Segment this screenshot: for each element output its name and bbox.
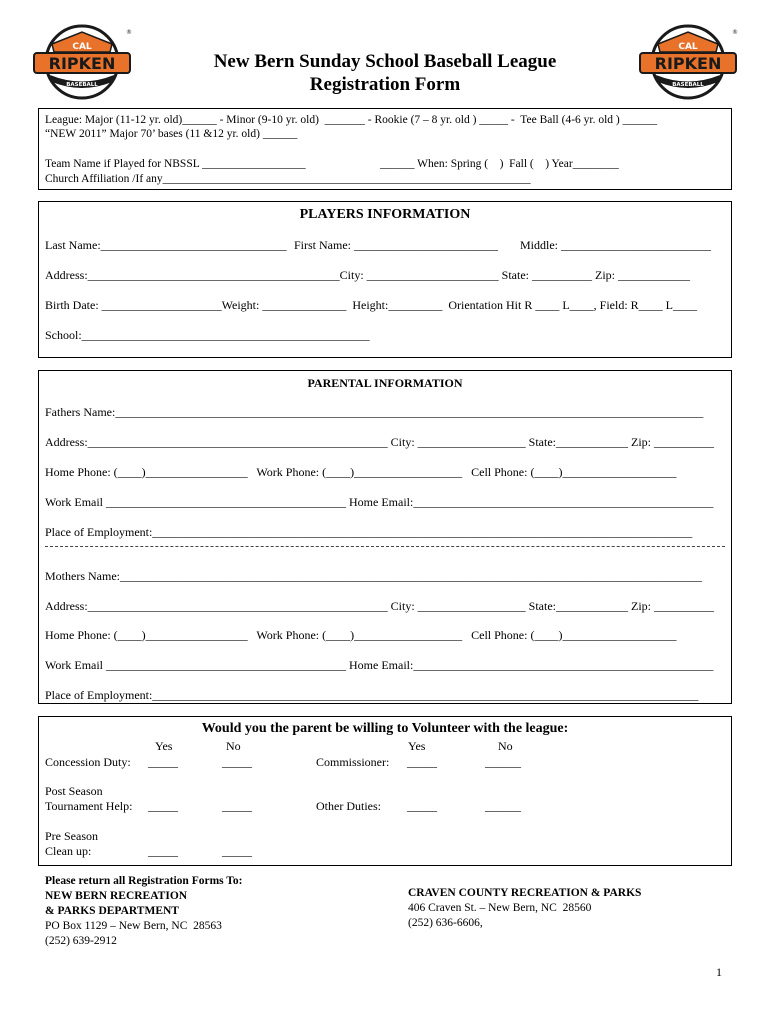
team-name-field[interactable]: Team Name if Played for NBSSL __________________ — [45, 158, 306, 170]
player-address-field[interactable]: Address:__________________________________________City: ______________________ State: __________ Zip: ____________ — [45, 268, 690, 282]
other-duties-label: Other Duties: — [316, 799, 381, 813]
craven-county-phone: (252) 636-6606, — [408, 917, 483, 929]
volunteer-title: Would you the parent be willing to Volunteer with the league: — [201, 721, 569, 736]
middle-name-field[interactable]: Middle: _________________________ — [520, 238, 711, 252]
yes-header-left: Yes — [155, 739, 173, 753]
church-affiliation-field[interactable]: Church Affiliation /If any________________________________________________________________ — [45, 173, 531, 185]
commissioner-yes-blank[interactable]: _____ — [407, 755, 437, 769]
return-address-line-4: PO Box 1129 – New Bern, NC 28563 — [45, 920, 222, 932]
pre-season-yes-blank[interactable]: _____ — [148, 844, 178, 858]
fathers-name-field[interactable]: Fathers Name:__________________________________________________________________________________________________ — [45, 405, 704, 419]
svg-text:CAL: CAL — [678, 42, 698, 52]
season-field[interactable]: ______ When: Spring ( ) Fall ( ) Year________ — [380, 158, 619, 170]
league-divisions-field[interactable]: League: Major (11-12 yr. old)______ - Minor (9-10 yr. old) _______ - Rookie (7 – 8 yr. old ) _____ - Tee Ball (4-6 yr. old ) ______ — [45, 114, 658, 126]
father-phones-field[interactable]: Home Phone: (____)_________________ Work Phone: (____)__________________ Cell Phone: (____)___________________ — [45, 465, 677, 479]
craven-county-address: 406 Craven St. – New Bern, NC 28560 — [408, 902, 592, 914]
svg-text:BASEBALL: BASEBALL — [672, 82, 704, 88]
form-title-line2: Registration Form — [309, 74, 461, 95]
post-season-yes-blank[interactable]: _____ — [148, 799, 178, 813]
return-forms-heading: Please return all Registration Forms To: — [45, 875, 243, 887]
no-header-left: No — [226, 739, 241, 753]
other-duties-yes-blank[interactable]: _____ — [407, 799, 437, 813]
page-number: 1 — [716, 965, 722, 979]
commissioner-label: Commissioner: — [316, 755, 390, 769]
school-field[interactable]: School:________________________________________________ — [45, 328, 370, 342]
first-name-field[interactable]: First Name: ________________________ — [294, 238, 498, 252]
svg-text:CAL: CAL — [72, 42, 92, 52]
mother-emails-field[interactable]: Work Email ________________________________________ Home Email:__________________________________________________ — [45, 658, 714, 672]
last-name-field[interactable]: Last Name:_______________________________ — [45, 238, 287, 252]
svg-text:BASEBALL: BASEBALL — [66, 82, 98, 88]
players-title: PLAYERS INFORMATION — [299, 207, 471, 222]
svg-text:RIPKEN: RIPKEN — [48, 54, 116, 73]
no-header-right: No — [498, 739, 513, 753]
post-season-no-blank[interactable]: _____ — [222, 799, 252, 813]
other-duties-no-blank[interactable]: ______ — [485, 799, 521, 813]
cal-ripken-logo-left — [30, 22, 134, 102]
concession-no-blank[interactable]: _____ — [222, 755, 252, 769]
concession-yes-blank[interactable]: _____ — [148, 755, 178, 769]
father-address-field[interactable]: Address:__________________________________________________ City: __________________ State:____________ Zip: __________ — [45, 435, 714, 449]
form-title-line1: New Bern Sunday School Baseball League — [213, 51, 557, 72]
cal-ripken-logo-right — [636, 22, 740, 102]
return-address-line-2: NEW BERN RECREATION — [45, 890, 188, 902]
post-season-label-2: Tournament Help: — [45, 799, 133, 813]
pre-season-label-1: Pre Season — [45, 829, 98, 843]
birth-weight-height-field[interactable]: Birth Date: ____________________Weight: ______________ Height:_________ Orientation Hit R ____ L____, Field: R____ L____ — [45, 298, 697, 312]
father-employment-field[interactable]: Place of Employment:__________________________________________________________________________________________ — [45, 525, 693, 539]
yes-header-right: Yes — [408, 739, 426, 753]
concession-duty-label: Concession Duty: — [45, 755, 131, 769]
parent-divider — [45, 546, 725, 547]
major-70-field[interactable]: “NEW 2011” Major 70’ bases (11 &12 yr. old) ______ — [45, 128, 298, 140]
mother-address-field[interactable]: Address:__________________________________________________ City: __________________ State:____________ Zip: __________ — [45, 599, 714, 613]
craven-county-heading: CRAVEN COUNTY RECREATION & PARKS — [408, 887, 642, 899]
parental-title: PARENTAL INFORMATION — [307, 376, 463, 390]
father-emails-field[interactable]: Work Email ________________________________________ Home Email:__________________________________________________ — [45, 495, 714, 509]
pre-season-label-2: Clean up: — [45, 844, 92, 858]
pre-season-no-blank[interactable]: _____ — [222, 844, 252, 858]
return-address-line-3: & PARKS DEPARTMENT — [45, 905, 179, 917]
svg-text:RIPKEN: RIPKEN — [654, 54, 722, 73]
commissioner-no-blank[interactable]: ______ — [485, 755, 521, 769]
svg-text:®: ® — [732, 29, 738, 36]
post-season-label-1: Post Season — [45, 784, 103, 798]
return-phone: (252) 639-2912 — [45, 935, 117, 947]
volunteer-section — [38, 716, 732, 866]
mother-employment-field[interactable]: Place of Employment:___________________________________________________________________________________________ — [45, 688, 699, 702]
svg-text:®: ® — [126, 29, 132, 36]
mother-phones-field[interactable]: Home Phone: (____)_________________ Work Phone: (____)__________________ Cell Phone: (____)___________________ — [45, 628, 677, 642]
mothers-name-field[interactable]: Mothers Name:_________________________________________________________________________________________________ — [45, 569, 702, 583]
